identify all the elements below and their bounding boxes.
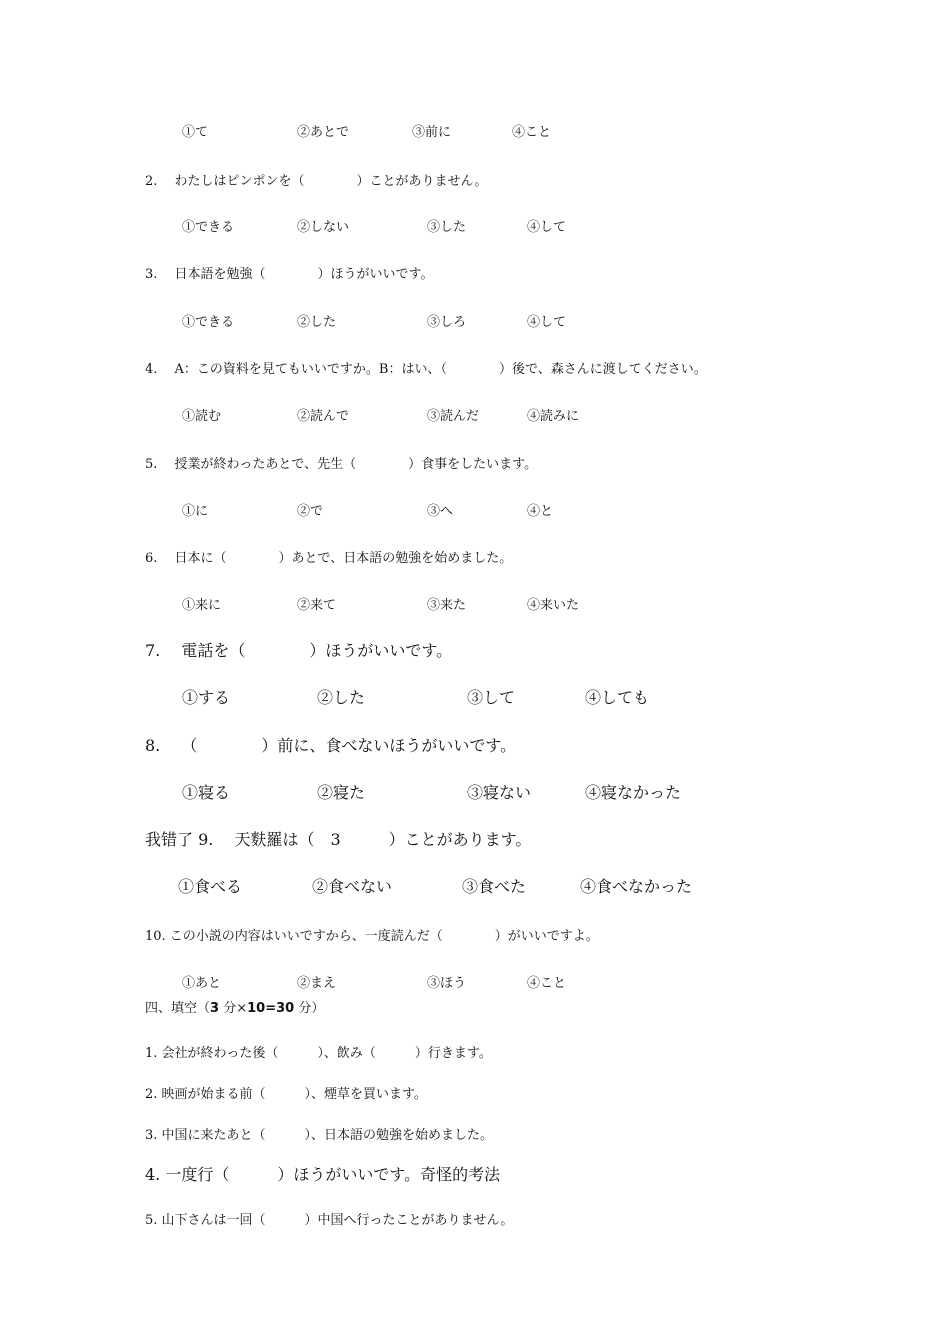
option-3: ③読んだ [427,409,480,424]
option-1: ①寝る [182,783,231,802]
option-1: ①する [182,688,231,707]
option-3: ③ほう [427,976,467,991]
option-4: ④来いた [527,598,580,613]
option-3: ③食べた [462,877,527,896]
option-2: ②来て [297,598,337,613]
question-5: 5. 授業が終わったあとで、先生（ ）食事をしたいます。 [145,457,538,472]
option-4: ④と [527,504,554,519]
option-1: ①に [182,504,209,519]
option-2: ②あとで [297,125,350,140]
option-4: ④しても [585,688,650,707]
question-3: 3. 日本語を勉強（ ）ほうがいいです。 [145,267,434,282]
option-3: ③しろ [427,315,467,330]
section-4-heading: 四、填空（3 分×10=30 分） [145,1001,325,1016]
question-8: 8. （ ）前に、食べないほうがいいです。 [145,736,517,755]
option-2: ②した [317,688,366,707]
question-10: 10. この小説の内容はいいですから、一度読んだ（ ）がいいですよ。 [145,929,599,944]
option-2: ②寝た [317,783,366,802]
option-4: ④読みに [527,409,580,424]
question-4: 4. A：この資料を見てもいいですか。B：はい、（ ）後で、森さんに渡してください。 [145,362,707,377]
fill-item-3: 3. 中国に来たあと（ ）、日本語の勉強を始めました。 [145,1128,494,1143]
question-7: 7. 電話を（ ）ほうがいいです。 [145,641,453,660]
option-1: ①読む [182,409,222,424]
option-3: ③前に [412,125,452,140]
option-4: ④こと [527,976,567,991]
option-4: ④して [527,220,567,235]
option-4: ④して [527,315,567,330]
question-9: 我错了 9. 天麩羅は（ 3 ）ことがあります。 [145,830,532,849]
fill-item-2: 2. 映画が始まる前（ ）、煙草を買います。 [145,1087,427,1102]
option-4: ④寝なかった [585,783,682,802]
option-1: ①来に [182,598,222,613]
option-3: ③した [427,220,467,235]
option-4: ④食べなかった [580,877,693,896]
option-3: ③来た [427,598,467,613]
option-1: ①あと [182,976,222,991]
question-6: 6. 日本に（ ）あとで、日本語の勉強を始めました。 [145,551,513,566]
fill-item-4: 4. 一度行（ ）ほうがいいです。奇怪的考法 [145,1165,501,1184]
option-1: ①食べる [178,877,243,896]
option-2: ②読んで [297,409,350,424]
option-3: ③して [467,688,516,707]
question-2: 2. わたしはピンポンを（ ）ことがありません。 [145,174,488,189]
option-2: ②しない [297,220,350,235]
option-1: ①できる [182,315,235,330]
option-4: ④こと [512,125,552,140]
option-1: ①て [182,125,209,140]
option-2: ②で [297,504,324,519]
option-1: ①できる [182,220,235,235]
fill-item-5: 5. 山下さんは一回（ ）中国へ行ったことがありません。 [145,1213,514,1228]
option-3: ③寝ない [467,783,532,802]
fill-item-1: 1. 会社が終わった後（ ）、飲み（ ）行きます。 [145,1046,492,1061]
option-2: ②した [297,315,337,330]
option-3: ③へ [427,504,454,519]
option-2: ②食べない [312,877,393,896]
option-2: ②まえ [297,976,337,991]
